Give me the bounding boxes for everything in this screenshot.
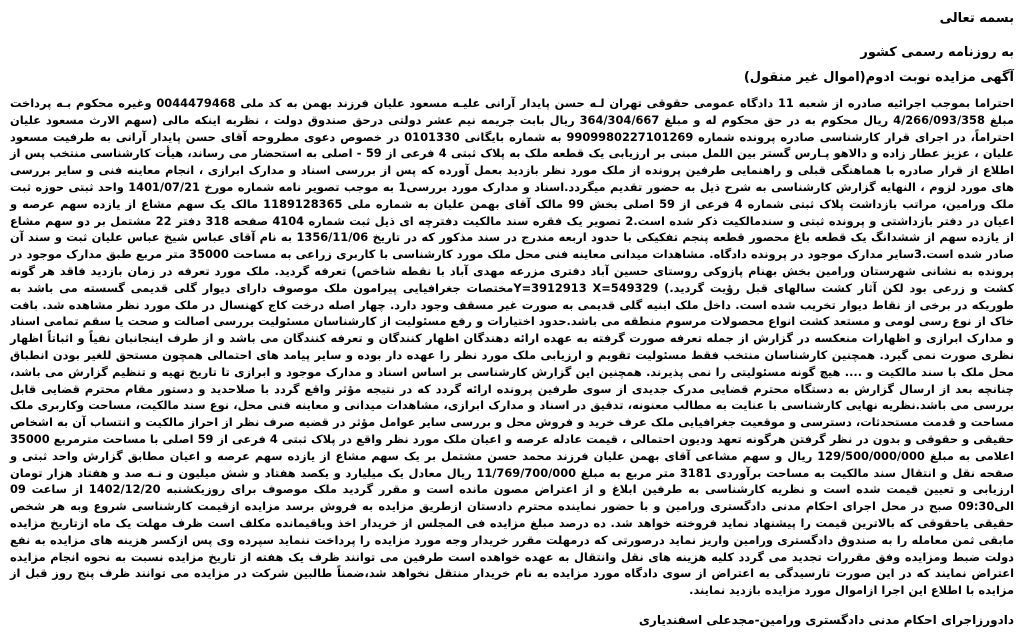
notice-body-text: احتراما بموجب اجرائیه صادره از شعبه 11 دادگاه عمومی حقوقی تهران لـه حسن پایدار آرانی علیـه مسعود علیان فرزند بهمن به کد ملی 0044479468 وغیره محکوم بـه پرداخت مبلغ 4/266/093/358 ریال محکوم به در حق محکوم له و مبلغ 364/304/667 ریال بابت جریمه نیم عشر دولتی درحق صندوق دولت ، نظربه اینکه مالی (سهم الارث مسعود علیان احتراماً، در اجرای قرار کارشناسی صادره پرونده شماره 9909980227101269 به شماره بایگانی 0101330 در خصوص دعوی مطروحه آقای حسن پایدار آرانی به طرفیت مسعود علیان ، عزیز عطار زاده و دالاهو پـارس گستر بین اللمل مبنی بر ارزیابی یک قطعه ملک به پلاک ثبتی 4 فرعی از 59 - اصلی به استحضار می رساند، هیأت کارشناسی منتخب پس از اطلاع از قرار صادره با هماهنگی قبلی و راهنمایی طرفین پرونده از ملک مورد نظر بازدید بعمل آورده که پس از بررسی اسناد و مدارک ابرازی ، انجام معاینه فنی و سایر بررسی های مورد لزوم ، النهایه گزارش کارشناسی به شرح ذیل به حضور تقدیم میگردد.اسناد و مدارک مورد بررسی1 به موجب تصویر نامه شماره مورخ 1401/07/21 واحد ثبتی حوزه ثبت ملک ورامین، مراتب بازداشت پلاک ثبتی شماره 4 فرعی از 59 اصلی بخش 99 مالک آقای بهمن علیان به شماره ملی 1189128365 مالک یک سهم مشاع از یازده سهم عرصه و اعیان در دفتر بازداشتی و پرونده ثبتی و سندمالکیت ذکر شده است.2 تصویر یک فقره سند مالکیت دفترچه ای ذیل ثبت شماره 4104 صفحه 318 دفتر 22 مشتمل بر دو سهم مشاع از یازده سهم از ششدانگ یک قطعه باغ محصور قطعه پنجم تفکیکی با حدود اربعه مندرج در سند مذکور که در تاریخ 1356/11/06 به نام آقای عباس شیخ عباس علیان ثبت و سند آن صادر شده است.3سایر مدارک موجود در پرونده دادگاه. مشاهدات میدانی معاینه فنی محل ملک مورد کارشناسی با کاربری زراعی به مساحت 35000 متر مربع طبق مدارک موجود در پرونده به نشانی شهرستان ورامین بخش بهنام پازوکی روستای حسین آباد دفتری مزرعه مهدی آباد با نقطه شاخص) تعرفه گردید. ملک مورد تعرفه در زمان بازدید فاقد هر گونه کشت و زرعی بود لکن آثار کشت سالهای قبل رؤیت گردید.) Y=3912913 X=549329مختصات جغرافیایی پیرامون ملک موصوف دارای دیوار گلی قدیمی گسسته می باشد به طوریکه در برخی از نقاط دیوار تخریب شده است. داخل ملک ابنیه گلی قدیمی به صورت غیر مسقف وجود دارد. چهار اصله درخت کاج کهنسال در ملک مورد نظر مشاهده شد. بافت خاک از نوع رسی لومی و مستعد کشت انواع محصولات مرسوم منطقه می باشد.حدود اختیارات و رفع مسئولیت از کارشناسان مسئولیت بررسی اصالت و صحت یا سقم تمامی اسناد و مدارک ابرازی و اظهارات منعکسه در گزارش از جمله تعرفه صورت گرفته به عهده ارائه دهندگان اظهار کنندگان و تعرفه کنندگان می باشد و از طرف اینجانبان نفیاً و اثباتاً اظهار نظری صورت نمی گیرد. همچنین کارشناسان منتخب فقط مسئولیت تقویم و ارزیابی ملک مورد نظر را عهده دار بوده و سایر پیامد های احتمالی همچون مستحق للغیر بودن انطباق محل ملک با سند مالکیت و .... هیچ گونه مسئولیتی را نمی پذیرند. همچنین این گزارش کارشناسی بر اساس اسناد و مدارک موجود و ابرازی تا تاریخ تهیه و تنظیم گزارش می باشد، چنانچه بعد از ارسال گزارش به دستگاه محترم قضایی مدرک جدیدی از سوی طرفین پرونده ارائه گردد که در نتیجه مؤثر واقع گردد با صلاحدید و دستور مقام محترم قضایی قابل بررسی می باشد.نظریه نهایی کارشناسی با عنایت به مطالب معنونه، تدقیق در اسناد و مدارک ابرازی، مشاهدات میدانی و معاینه فنی محل، نوع سند مالکیت، مساحت وکاربری ملک مساحت و قدمت مستحدثات، دسترسی و موقعیت جغرافیایی ملک عرف خرید و فروش محل و بررسی سایر عوامل مؤثر در قضیه صرف نظر از احراز مالکیت و انتساب آن به اشخاص حقیقی و حقوقی و بدون در نظر گرفتن هرگونه تعهد ودیون احتمالی ، قیمت عادله عرصه و اعیان ملک مورد نظر واقع در پلاک ثبتی 4 فرعی از 59 اصلی با مساحت مترمربع 35000 اعلامی به مبلغ 129/500/000/000 ریال و سهم مشاعی آقای بهمن علیان فرزند محمد حسن مشتمل بر یک سهم مشاع از یازده سهم عرصه و اعیان مطابق گزارش واحد ثبتی و صفحه نقل و انتقال سند مالکیت به مساحت برآوردی 3181 متر مربع به مبلغ 11/769/700/000 ریال معادل یک میلیارد و یکصد هفتاد و شش میلیون و نـه صد و هفتاد هزار تومان ارزیابی و تعیین قیمت شده است و نظریه کارشناسی به طرفین ابلاغ و از اعتراض مصون مانده است و مقرر گردید ملک موصوف برای روزیکشنبه 1402/12/20 از ساعت 09 الی09:30 صبح در محل اجرای احکام مدنی دادگستری ورامین و با حضور نماینده محترم دادستان ازطریق مزایده به فروش برسد مزایده ازقیمت کارشناسی شروع وبه هر شخص حقیقی یاحقوقی که بالاترین قیمت را پیشنهاد نماید فروخته خواهد شد. ده درصد مبلغ مزایده فی المجلس از خریدار اخذ وباقیمانده مکلف است ظرف مهلت یک ماه ازتاریخ مزایده مابقی ثمن معامله را به صندوق دادگستری ورامین واریز نماید درصورتی که درمهلت مقرر خریدار وجه مورد مزایده را پرداخت ننماید سپرده وی پس ازکسر هزینه های مزایده به نفع دولت ضبط ومزایده وفق مقررات تجدید می گردد کلیه هزینه های نقل وانتقال به عهده خواهده است طرفین می توانند ظرف یک هفته از تاریخ مزایده نسبت به نحوه انجام مزایده اعتراض نمایند که در این صورت تارسیدگی به اعتراض از سوی دادگاه مورد مزایده به نام خریدار منتقل نخواهد شد،ضمناً طالبین شرکت در مزایده می توانند ظرف پنج روز قبل از مزایده با اطلاع این اجرا ازاموال مورد مزایده بازدید نمایند. <box>10 96 1015 598</box>
newspaper-addressee: به روزنامه رسمی کشور <box>860 45 1014 60</box>
notice-title: آگهی مزایده نوبت ادوم(اموال غیر منقول) <box>743 70 1014 85</box>
signature-line: دادورزاجرای احکام مدنی دادگستری ورامین-مجدعلی اسفندیاری <box>638 612 1014 627</box>
basmala-heading: بسمه تعالی <box>939 11 1014 26</box>
